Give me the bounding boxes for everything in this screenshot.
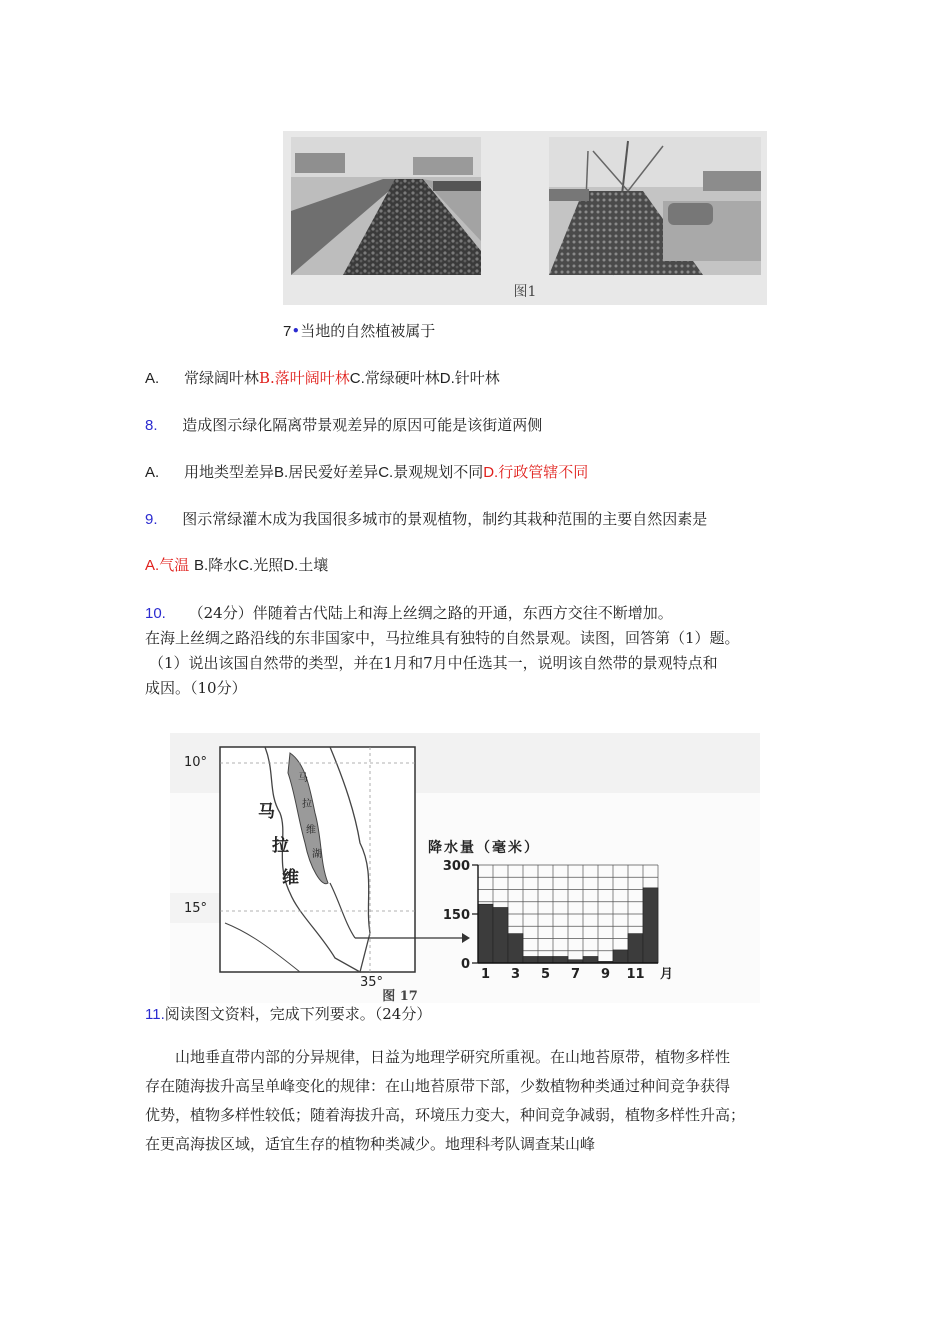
x-tick-label: 9: [600, 967, 611, 982]
latitude-10-label: 10°: [184, 755, 208, 770]
latitude-15-label: 15°: [184, 901, 208, 916]
y-tick-label: 150: [442, 908, 470, 923]
question-9-stem: 图示常绿灌木成为我国很多城市的景观植物，制约其栽种范围的主要自然因素是: [182, 510, 708, 528]
x-unit-label: 月: [660, 967, 674, 982]
x-tick-label: 7: [570, 967, 581, 982]
option-d-label: D.: [283, 557, 299, 574]
option-b-label: B.: [273, 464, 289, 481]
question-8-stem: 造成图示绿化隔离带景观差异的原因可能是该街道两侧: [182, 416, 543, 434]
option-a-label: A.: [145, 370, 160, 387]
lake-name-char-1: 马: [298, 773, 308, 784]
street-photos-image: [283, 131, 767, 305]
chart-title: 降水量（毫米）: [428, 840, 540, 856]
question-8-options: [145, 461, 588, 482]
question-7-options: [145, 367, 500, 388]
option-d-text: 针叶林: [454, 369, 500, 387]
precip-bar-month-2: [493, 907, 508, 963]
country-name-char-1: 马: [258, 802, 275, 822]
option-b-answer: B.落叶阔叶林: [258, 369, 350, 387]
lake-name-char-2: 拉: [302, 799, 312, 810]
precip-bar-month-5: [538, 956, 553, 963]
lake-name-char-3: 维: [306, 825, 316, 836]
x-tick-label: 11: [626, 967, 645, 982]
paragraph-line-2: 存在随海拔升高呈单峰变化的规律：在山地苔原带下部，少数植物种类通过种间竞争获得: [145, 1077, 731, 1095]
question-7-bullet: •: [291, 322, 301, 340]
option-d-label: D.: [483, 464, 499, 481]
option-b-text: 降水: [208, 556, 239, 574]
y-tick-label: 0: [460, 957, 470, 972]
precip-bar-month-11: [628, 934, 643, 963]
question-10-line-1: （24分）伴随着古代陆上和海上丝绸之路的开通，东西方交往不断增加。: [188, 604, 673, 622]
precip-bar-month-4: [523, 956, 538, 963]
question-11-number: 11.: [145, 1006, 165, 1023]
option-b-label: B.: [193, 557, 209, 574]
figure-17-caption: 图 17: [382, 989, 418, 1004]
question-10-line-3: （1）说出该国自然带的类型，并在1月和7月中任选其一，说明该自然带的景观特点和: [149, 654, 718, 672]
x-tick-label: 1: [480, 967, 491, 982]
y-tick-label: 300: [442, 859, 470, 874]
option-c-label: C.: [378, 464, 394, 481]
option-d-answer: 行政管辖不同: [498, 463, 589, 481]
figure-1-caption: 图1: [513, 284, 537, 300]
figure-1-photos: [283, 131, 767, 305]
precipitation-chart: [428, 857, 674, 982]
question-7-number: 7: [283, 323, 292, 340]
paragraph-line-4: 在更高海拔区域，适宜生存的植物种类减少。地理科考队调查某山峰: [145, 1135, 596, 1153]
question-8: [145, 414, 542, 435]
question-9: [145, 508, 707, 529]
precip-bar-month-6: [553, 956, 568, 963]
question-11-stem: 阅读图文资料，完成下列要求。（24分）: [164, 1005, 432, 1023]
figure-17: [170, 733, 760, 1003]
precip-bar-month-1: [478, 904, 493, 963]
question-11-paragraph: [145, 1043, 825, 1159]
option-c-label: C.: [349, 370, 365, 387]
question-9-number: 9.: [145, 511, 158, 528]
question-9-options: [145, 554, 328, 575]
paragraph-line-1: 山地垂直带内部的分异规律，日益为地理学研究所重视。在山地苔原带，植物多样性: [175, 1048, 731, 1066]
question-7: [283, 320, 435, 341]
question-10-line-4: 成因。（10分）: [145, 679, 247, 697]
question-7-stem: 当地的自然植被属于: [300, 322, 436, 340]
option-b-text: 居民爱好差异: [288, 463, 379, 481]
option-d-label: D.: [439, 370, 455, 387]
question-10: [145, 601, 825, 701]
question-10-line-2: 在海上丝绸之路沿线的东非国家中，马拉维具有独特的自然景观。读图，回答第（1）题。: [145, 629, 740, 647]
longitude-35-label: 35°: [360, 975, 384, 990]
x-tick-label: 3: [510, 967, 521, 982]
option-a-text: 用地类型差异: [183, 463, 274, 481]
option-d-text: 土壤: [298, 556, 329, 574]
option-a-label: A.: [145, 557, 160, 574]
country-name-char-3: 维: [282, 868, 299, 888]
option-c-label: C.: [238, 557, 254, 574]
option-a-label: A.: [145, 464, 160, 481]
question-10-number: 10.: [145, 605, 166, 622]
question-8-number: 8.: [145, 417, 158, 434]
question-11: [145, 1003, 431, 1024]
option-c-text: 景观规划不同: [393, 463, 484, 481]
precip-bar-month-3: [508, 934, 523, 963]
option-c-text: 光照: [253, 556, 284, 574]
precip-bar-month-12: [643, 888, 658, 963]
precip-bar-month-8: [583, 956, 598, 963]
country-name-char-2: 拉: [272, 836, 289, 856]
option-a-answer: 气温: [159, 556, 190, 574]
lake-name-char-4: 湖: [312, 849, 322, 860]
x-tick-label: 5: [540, 967, 551, 982]
option-a-text: 常绿阔叶林: [183, 369, 259, 387]
paragraph-line-3: 优势，植物多样性较低；随着海拔升高，环境压力变大，种间竞争减弱，植物多样性升高；: [145, 1106, 746, 1124]
option-c-text: 常绿硬叶林: [364, 369, 440, 387]
precip-bar-month-10: [613, 950, 628, 963]
